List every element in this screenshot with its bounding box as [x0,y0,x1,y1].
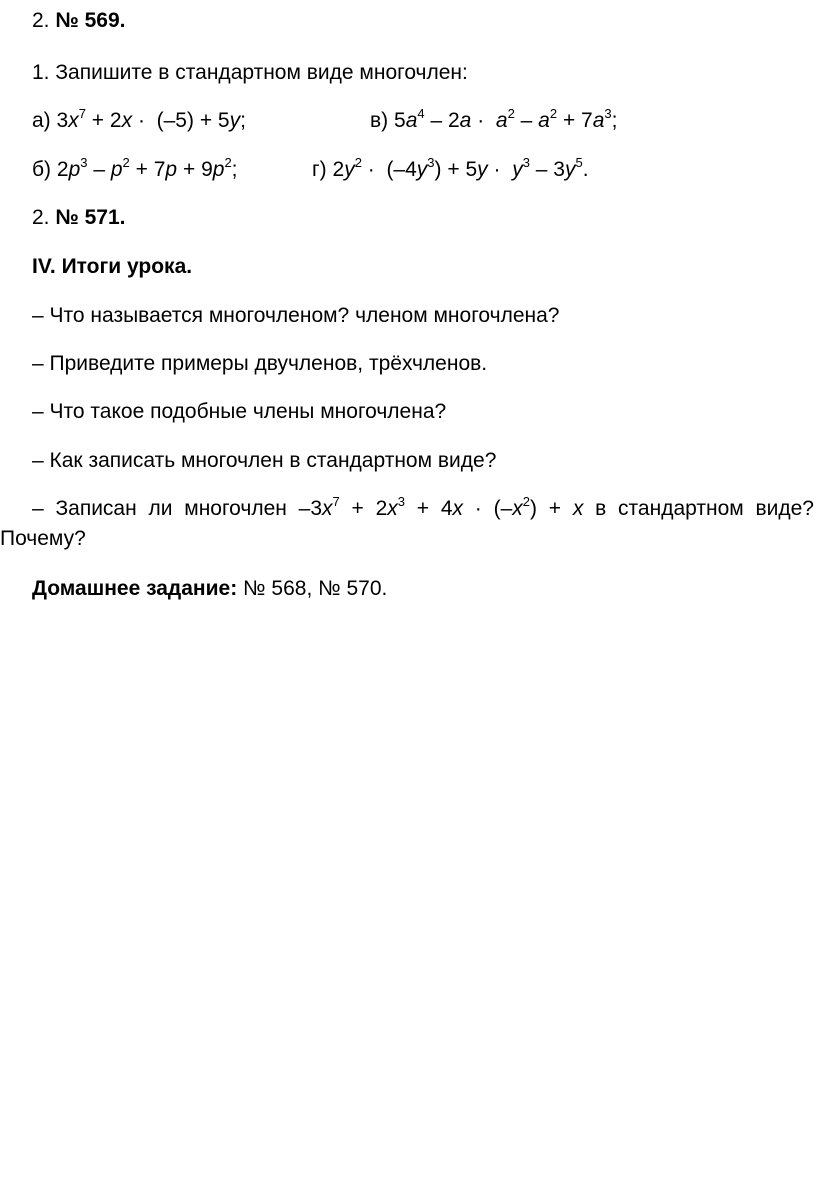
expression-g: г) $2y^2 \cdot (-4y^3) + 5y \cdot y^3 - 3y^5$. [312,155,589,181]
task-number: № 569. [55,9,126,32]
expression-a: а) $3x^7 + 2x \cdot (-5) + 5y$; [32,106,246,132]
exercise-heading-569 [32,8,125,34]
expression-b: б) $2p^3 - p^2 + 7p + 9p^2$; [32,155,238,181]
task-number: № 571. [55,206,126,229]
question-5-continuation: Почему? [0,527,86,550]
expression-v: в) $5a^4 - 2a \cdot a^2 - a^2 + 7a^3$; [370,106,618,132]
homework [32,576,387,602]
section-heading: IV. Итоги урока. [32,255,193,278]
exercise-heading-571 [32,205,125,231]
homework-text: № 568, № 570. [237,577,388,600]
question-4: – Как записать многочлен в стандартном виде? [32,449,497,472]
item-number: 2. [32,206,50,229]
question-1: – Что называется многочленом? членом многочлена? [32,304,560,327]
question-2: – Приведите примеры двучленов, трёхчленов. [32,352,488,375]
question-5: – Записан ли многочлен $-3x^7$ + $2x^3$ + 4x · $(-x^2)$ + x в стандартном виде? [32,494,814,520]
homework-label: Домашнее задание: [32,577,238,600]
task-instruction: 1. Запишите в стандартном виде многочлен: [32,61,468,84]
item-number: 2. [32,9,50,32]
question-3: – Что такое подобные члены многочлена? [32,400,447,423]
